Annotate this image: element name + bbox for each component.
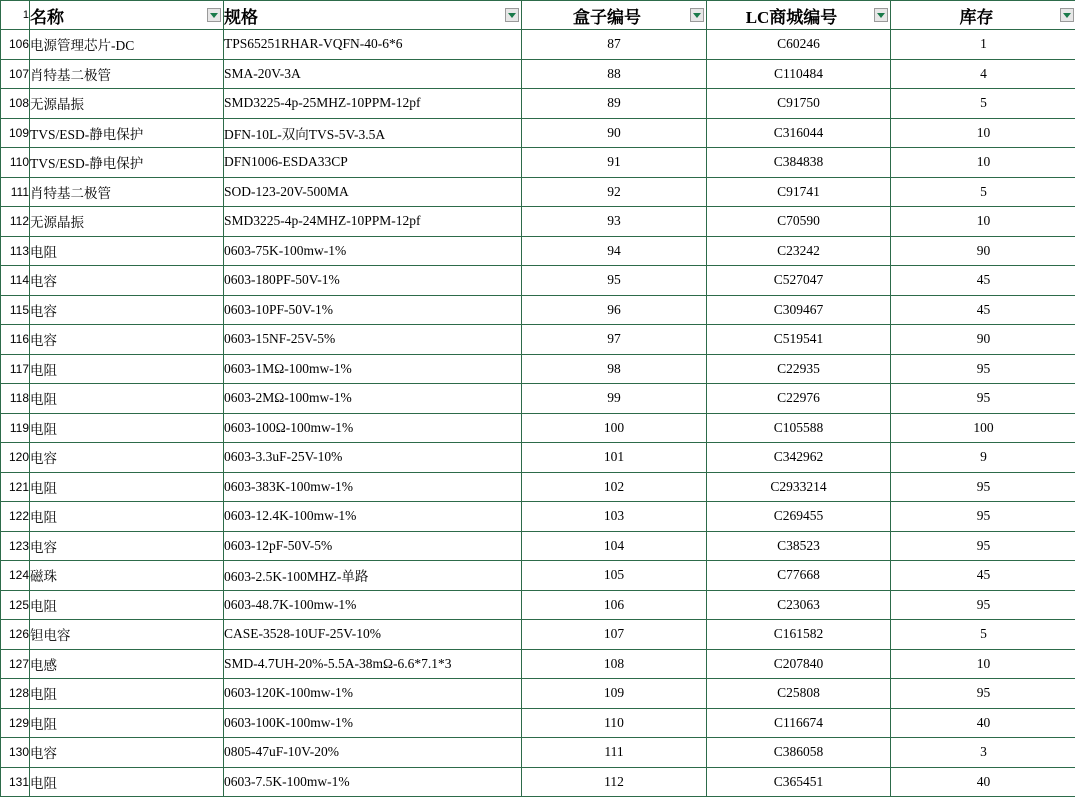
cell-lc[interactable]: C23063	[707, 590, 891, 620]
cell-name[interactable]: 无源晶振	[30, 89, 224, 119]
cell-lc[interactable]: C91741	[707, 177, 891, 207]
cell-stock[interactable]: 3	[891, 738, 1075, 768]
column-header-box-label: 盒子编号	[522, 3, 706, 28]
row-number[interactable]: 127	[1, 649, 30, 679]
cell-lc[interactable]: C309467	[707, 295, 891, 325]
cell-lc[interactable]: C386058	[707, 738, 891, 768]
cell-name[interactable]: 电阻	[30, 236, 224, 266]
chevron-down-icon	[877, 13, 885, 18]
table-row[interactable]	[1, 649, 1075, 679]
table-row[interactable]	[1, 679, 1075, 709]
table-row[interactable]	[1, 531, 1075, 561]
row-number[interactable]: 121	[1, 472, 30, 502]
cell-stock[interactable]: 10	[891, 148, 1075, 178]
cell-stock[interactable]: 95	[891, 590, 1075, 620]
chevron-down-icon	[210, 13, 218, 18]
row-number[interactable]: 129	[1, 708, 30, 738]
table-row[interactable]	[1, 561, 1075, 591]
row-number[interactable]: 113	[1, 236, 30, 266]
cell-box[interactable]: 111	[522, 738, 707, 768]
cell-spec[interactable]: SMD3225-4p-25MHZ-10PPM-12pf	[224, 89, 522, 119]
chevron-down-icon	[1063, 13, 1071, 18]
chevron-down-icon	[508, 13, 516, 18]
cell-name[interactable]: 电容	[30, 295, 224, 325]
table-row[interactable]	[1, 472, 1075, 502]
cell-spec[interactable]: CASE-3528-10UF-25V-10%	[224, 620, 522, 650]
cell-lc[interactable]: C77668	[707, 561, 891, 591]
cell-spec[interactable]: SMD3225-4p-24MHZ-10PPM-12pf	[224, 207, 522, 237]
column-header-stock-label: 库存	[891, 3, 1075, 28]
table-row[interactable]	[1, 708, 1075, 738]
row-number[interactable]: 126	[1, 620, 30, 650]
cell-lc[interactable]: C105588	[707, 413, 891, 443]
cell-name[interactable]: 电容	[30, 738, 224, 768]
column-header-name[interactable]	[30, 1, 224, 30]
table-row[interactable]	[1, 177, 1075, 207]
table-row[interactable]	[1, 236, 1075, 266]
cell-spec[interactable]: TPS65251RHAR-VQFN-40-6*6	[224, 30, 522, 60]
row-number[interactable]: 109	[1, 118, 30, 148]
cell-spec[interactable]: 0603-12.4K-100mw-1%	[224, 502, 522, 532]
filter-dropdown-icon-name[interactable]	[207, 8, 221, 22]
cell-spec[interactable]: 0603-7.5K-100mw-1%	[224, 767, 522, 797]
cell-lc[interactable]: C116674	[707, 708, 891, 738]
cell-name[interactable]: 电容	[30, 443, 224, 473]
cell-spec[interactable]: 0603-2MΩ-100mw-1%	[224, 384, 522, 414]
cell-box[interactable]: 103	[522, 502, 707, 532]
cell-name[interactable]: 钽电容	[30, 620, 224, 650]
cell-name[interactable]: 电阻	[30, 472, 224, 502]
cell-name[interactable]: 电阻	[30, 502, 224, 532]
table-row[interactable]	[1, 89, 1075, 119]
row-number[interactable]: 124	[1, 561, 30, 591]
cell-stock[interactable]: 45	[891, 561, 1075, 591]
cell-box[interactable]: 91	[522, 148, 707, 178]
cell-name[interactable]: 电源管理芯片-DC	[30, 30, 224, 60]
cell-box[interactable]: 96	[522, 295, 707, 325]
cell-lc[interactable]: C25808	[707, 679, 891, 709]
cell-stock[interactable]: 40	[891, 767, 1075, 797]
cell-lc[interactable]: C22935	[707, 354, 891, 384]
cell-lc[interactable]: C527047	[707, 266, 891, 296]
cell-spec[interactable]: 0603-100Ω-100mw-1%	[224, 413, 522, 443]
cell-lc[interactable]: C207840	[707, 649, 891, 679]
cell-box[interactable]: 95	[522, 266, 707, 296]
cell-box[interactable]: 101	[522, 443, 707, 473]
cell-box[interactable]: 110	[522, 708, 707, 738]
row-number[interactable]: 128	[1, 679, 30, 709]
table-row[interactable]	[1, 295, 1075, 325]
cell-stock[interactable]: 95	[891, 502, 1075, 532]
cell-lc[interactable]: C269455	[707, 502, 891, 532]
cell-spec[interactable]: 0805-47uF-10V-20%	[224, 738, 522, 768]
row-number[interactable]: 118	[1, 384, 30, 414]
cell-stock[interactable]: 95	[891, 472, 1075, 502]
column-header-spec[interactable]	[224, 1, 522, 30]
cell-box[interactable]: 112	[522, 767, 707, 797]
cell-box[interactable]: 99	[522, 384, 707, 414]
cell-name[interactable]: 肖特基二极管	[30, 177, 224, 207]
cell-lc[interactable]: C70590	[707, 207, 891, 237]
cell-spec[interactable]: 0603-1MΩ-100mw-1%	[224, 354, 522, 384]
filter-dropdown-icon-box[interactable]	[690, 8, 704, 22]
cell-name[interactable]: 磁珠	[30, 561, 224, 591]
row-number[interactable]: 110	[1, 148, 30, 178]
column-header-stock[interactable]	[891, 1, 1075, 30]
cell-stock[interactable]: 90	[891, 236, 1075, 266]
cell-stock[interactable]: 90	[891, 325, 1075, 355]
row-number[interactable]: 122	[1, 502, 30, 532]
table-body	[1, 30, 1075, 797]
cell-lc[interactable]: C519541	[707, 325, 891, 355]
filter-dropdown-icon-lc[interactable]	[874, 8, 888, 22]
cell-stock[interactable]: 10	[891, 649, 1075, 679]
row-number[interactable]: 125	[1, 590, 30, 620]
cell-stock[interactable]: 100	[891, 413, 1075, 443]
row-number[interactable]: 106	[1, 30, 30, 60]
cell-box[interactable]: 98	[522, 354, 707, 384]
row-number[interactable]: 116	[1, 325, 30, 355]
table-header	[1, 1, 1075, 30]
filter-dropdown-icon-spec[interactable]	[505, 8, 519, 22]
cell-lc[interactable]: C23242	[707, 236, 891, 266]
cell-spec[interactable]: 0603-75K-100mw-1%	[224, 236, 522, 266]
cell-spec[interactable]: 0603-10PF-50V-1%	[224, 295, 522, 325]
cell-stock[interactable]: 45	[891, 295, 1075, 325]
row-number[interactable]: 130	[1, 738, 30, 768]
cell-stock[interactable]: 5	[891, 177, 1075, 207]
cell-lc[interactable]: C161582	[707, 620, 891, 650]
cell-box[interactable]: 105	[522, 561, 707, 591]
cell-name[interactable]: 电容	[30, 325, 224, 355]
column-header-spec-label: 规格	[224, 3, 521, 28]
cell-name[interactable]: 电阻	[30, 708, 224, 738]
table-row[interactable]	[1, 148, 1075, 178]
cell-spec[interactable]: SMD-4.7UH-20%-5.5A-38mΩ-6.6*7.1*3	[224, 649, 522, 679]
cell-box[interactable]: 97	[522, 325, 707, 355]
row-number-header: 1	[1, 1, 30, 30]
cell-stock[interactable]: 40	[891, 708, 1075, 738]
cell-box[interactable]: 87	[522, 30, 707, 60]
cell-box[interactable]: 92	[522, 177, 707, 207]
cell-stock[interactable]: 95	[891, 531, 1075, 561]
cell-name[interactable]: 电阻	[30, 767, 224, 797]
cell-box[interactable]: 93	[522, 207, 707, 237]
cell-lc[interactable]: C384838	[707, 148, 891, 178]
cell-lc[interactable]: C342962	[707, 443, 891, 473]
row-number[interactable]: 120	[1, 443, 30, 473]
table-row[interactable]	[1, 59, 1075, 89]
cell-name[interactable]: 电阻	[30, 590, 224, 620]
cell-name[interactable]: 电容	[30, 266, 224, 296]
cell-name[interactable]: 电阻	[30, 354, 224, 384]
header-row	[1, 1, 1075, 30]
table-row[interactable]	[1, 443, 1075, 473]
cell-spec[interactable]: 0603-3.3uF-25V-10%	[224, 443, 522, 473]
cell-spec[interactable]: DFN1006-ESDA33CP	[224, 148, 522, 178]
cell-spec[interactable]: SOD-123-20V-500MA	[224, 177, 522, 207]
table-row[interactable]	[1, 502, 1075, 532]
cell-lc[interactable]: C38523	[707, 531, 891, 561]
row-number[interactable]: 123	[1, 531, 30, 561]
cell-name[interactable]: 肖特基二极管	[30, 59, 224, 89]
cell-spec[interactable]: 0603-48.7K-100mw-1%	[224, 590, 522, 620]
cell-name[interactable]: 无源晶振	[30, 207, 224, 237]
row-number[interactable]: 108	[1, 89, 30, 119]
cell-spec[interactable]: DFN-10L-双向TVS-5V-3.5A	[224, 118, 522, 148]
column-header-lc[interactable]	[707, 1, 891, 30]
row-number[interactable]: 112	[1, 207, 30, 237]
cell-box[interactable]: 104	[522, 531, 707, 561]
table-row[interactable]	[1, 325, 1075, 355]
row-number[interactable]: 111	[1, 177, 30, 207]
cell-box[interactable]: 94	[522, 236, 707, 266]
cell-spec[interactable]: 0603-15NF-25V-5%	[224, 325, 522, 355]
table-row[interactable]	[1, 266, 1075, 296]
cell-box[interactable]: 108	[522, 649, 707, 679]
row-number[interactable]: 114	[1, 266, 30, 296]
table-row[interactable]	[1, 354, 1075, 384]
table-row[interactable]	[1, 767, 1075, 797]
cell-name[interactable]: 电阻	[30, 679, 224, 709]
cell-name[interactable]: 电感	[30, 649, 224, 679]
cell-name[interactable]: 电阻	[30, 413, 224, 443]
cell-stock[interactable]: 1	[891, 30, 1075, 60]
cell-lc[interactable]: C2933214	[707, 472, 891, 502]
cell-name[interactable]: TVS/ESD-静电保护	[30, 118, 224, 148]
table-row[interactable]	[1, 413, 1075, 443]
cell-lc[interactable]: C91750	[707, 89, 891, 119]
cell-box[interactable]: 90	[522, 118, 707, 148]
cell-spec[interactable]: SMA-20V-3A	[224, 59, 522, 89]
cell-stock[interactable]: 4	[891, 59, 1075, 89]
cell-stock[interactable]: 95	[891, 384, 1075, 414]
cell-stock[interactable]: 95	[891, 679, 1075, 709]
cell-lc[interactable]: C22976	[707, 384, 891, 414]
filter-dropdown-icon-stock[interactable]	[1060, 8, 1074, 22]
row-number[interactable]: 119	[1, 413, 30, 443]
cell-lc[interactable]: C110484	[707, 59, 891, 89]
cell-box[interactable]: 109	[522, 679, 707, 709]
cell-spec[interactable]: 0603-120K-100mw-1%	[224, 679, 522, 709]
cell-spec[interactable]: 0603-100K-100mw-1%	[224, 708, 522, 738]
column-header-box[interactable]	[522, 1, 707, 30]
column-header-lc-label: LC商城编号	[707, 3, 890, 28]
cell-lc[interactable]: C60246	[707, 30, 891, 60]
row-number[interactable]: 107	[1, 59, 30, 89]
cell-spec[interactable]: 0603-2.5K-100MHZ-单路	[224, 561, 522, 591]
table-row[interactable]	[1, 118, 1075, 148]
table-row[interactable]	[1, 384, 1075, 414]
cell-stock[interactable]: 45	[891, 266, 1075, 296]
cell-box[interactable]: 102	[522, 472, 707, 502]
table-row[interactable]	[1, 207, 1075, 237]
cell-box[interactable]: 89	[522, 89, 707, 119]
cell-lc[interactable]: C365451	[707, 767, 891, 797]
cell-stock[interactable]: 10	[891, 207, 1075, 237]
cell-name[interactable]: 电容	[30, 531, 224, 561]
cell-name[interactable]: 电阻	[30, 384, 224, 414]
row-number[interactable]: 131	[1, 767, 30, 797]
cell-stock[interactable]: 5	[891, 89, 1075, 119]
cell-stock[interactable]: 5	[891, 620, 1075, 650]
row-number[interactable]: 115	[1, 295, 30, 325]
table-row[interactable]	[1, 590, 1075, 620]
cell-box[interactable]: 107	[522, 620, 707, 650]
cell-stock[interactable]: 10	[891, 118, 1075, 148]
cell-box[interactable]: 100	[522, 413, 707, 443]
row-number[interactable]: 117	[1, 354, 30, 384]
cell-box[interactable]: 88	[522, 59, 707, 89]
cell-stock[interactable]: 95	[891, 354, 1075, 384]
table-row[interactable]	[1, 738, 1075, 768]
cell-spec[interactable]: 0603-12pF-50V-5%	[224, 531, 522, 561]
chevron-down-icon	[693, 13, 701, 18]
cell-spec[interactable]: 0603-180PF-50V-1%	[224, 266, 522, 296]
cell-box[interactable]: 106	[522, 590, 707, 620]
cell-lc[interactable]: C316044	[707, 118, 891, 148]
table-row[interactable]	[1, 620, 1075, 650]
cell-stock[interactable]: 9	[891, 443, 1075, 473]
cell-spec[interactable]: 0603-383K-100mw-1%	[224, 472, 522, 502]
cell-name[interactable]: TVS/ESD-静电保护	[30, 148, 224, 178]
column-header-name-label: 名称	[30, 3, 223, 28]
table-row[interactable]	[1, 30, 1075, 60]
